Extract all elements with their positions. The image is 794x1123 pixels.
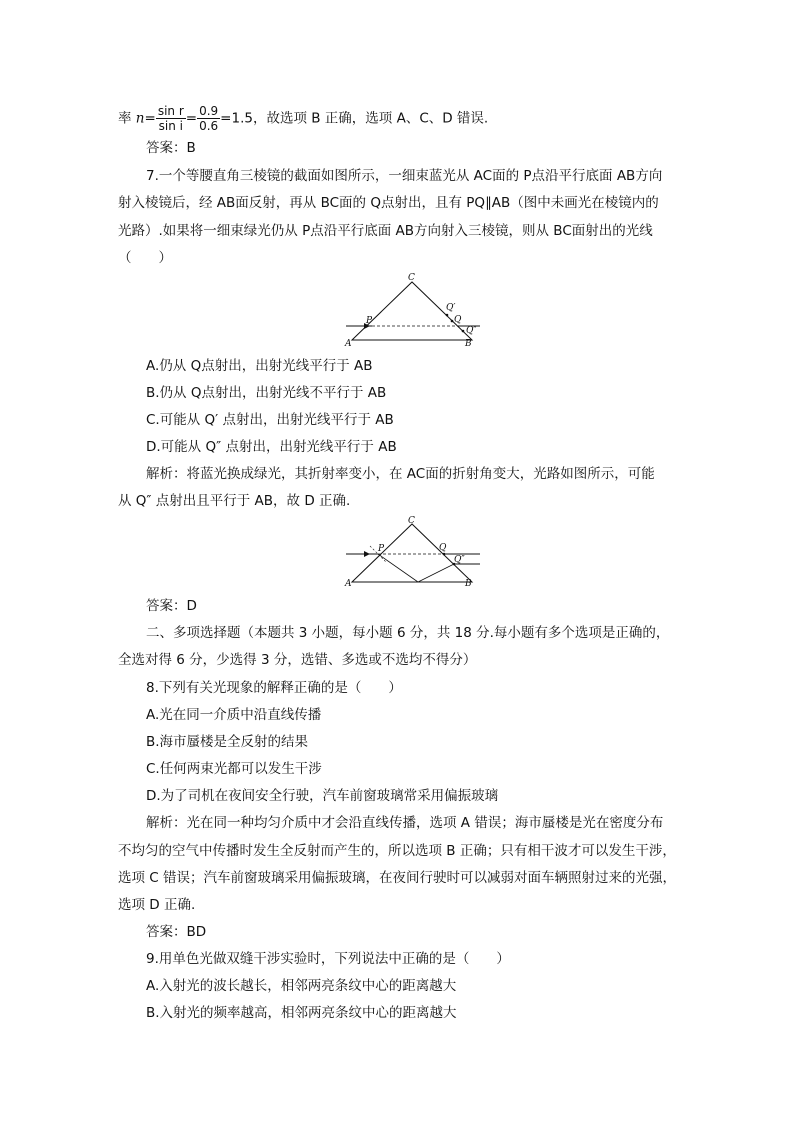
label-a: A <box>345 339 352 348</box>
label-b-2: B <box>465 579 472 588</box>
label-p-2: P <box>378 544 385 554</box>
prism-figure-2 <box>340 516 490 588</box>
q8-stem: 8.下列有关光现象的解释正确的是（ ） <box>146 680 402 696</box>
fraction-denominator: sin i <box>158 119 183 133</box>
q7-stem-line3: 光路）.如果将一细束绿光仍从 P点沿平行底面 AB方向射入三棱镜，则从 BC面射出的光线 <box>118 223 653 239</box>
fraction-denominator-2: 0.6 <box>199 119 219 133</box>
q7-answer: 答案：D <box>146 598 197 614</box>
q7-analysis-line1: 解析：将蓝光换成绿光，其折射率变小，在 AC面的折射角变大，光路如图所示，可能 <box>146 466 655 482</box>
label-a-2: A <box>345 579 352 588</box>
point-q-double-prime <box>462 330 465 333</box>
label-q-prime: Q′ <box>446 303 456 313</box>
n-variable: n <box>135 110 145 127</box>
label-q-double-prime: Q″ <box>466 326 477 336</box>
q8-option-c: C.任何两束光都可以发生干涉 <box>146 761 322 777</box>
q9-stem: 9.用单色光做双缝干涉实验时，下列说法中正确的是（ ） <box>146 951 510 967</box>
prism-figure-1 <box>340 272 490 348</box>
label-q-2: Q <box>439 543 447 553</box>
numeric-fraction <box>197 104 220 133</box>
point-q <box>451 320 454 323</box>
q7-stem-line2: 射入棱镜后，经 AB面反射，再从 BC面的 Q点射出，且有 PQ∥AB（图中未画光在棱镜内的 <box>118 195 659 211</box>
q7-option-c: C.可能从 Q′ 点射出，出射光线平行于 AB <box>146 412 394 428</box>
label-c: C <box>408 273 415 283</box>
q7-analysis-line2: 从 Q″ 点射出且平行于 AB，故 D 正确. <box>118 493 351 509</box>
q8-answer: 答案：BD <box>146 924 207 940</box>
label-q: Q <box>454 315 462 325</box>
q7-option-d: D.可能从 Q″ 点射出，出射光线平行于 AB <box>146 439 397 455</box>
q6-answer: 答案：B <box>146 140 196 156</box>
point-q-prime <box>446 314 449 317</box>
q7-stem-line4: （ ） <box>118 250 172 266</box>
q6-prefix: 率 <box>118 110 136 127</box>
green-path <box>378 554 454 582</box>
q8-analysis-line3: 选项 C 错误；汽车前窗玻璃采用偏振玻璃，在夜间行驶时可以减弱对面车辆照射过来的光强， <box>118 870 677 886</box>
q6-formula-line <box>118 104 488 133</box>
q8-option-b: B.海市蜃楼是全反射的结果 <box>146 734 309 750</box>
q9-option-b: B.入射光的频率越高，相邻两亮条纹中心的距离越大 <box>146 1005 457 1021</box>
q8-option-a: A.光在同一介质中沿直线传播 <box>146 707 322 723</box>
fraction-numerator-2: 0.9 <box>199 104 219 118</box>
label-p: P <box>366 316 373 326</box>
q7-option-b: B.仍从 Q点射出，出射光线不平行于 AB <box>146 385 387 401</box>
q8-analysis-line1: 解析：光在同一种均匀介质中才会沿直线传播，选项 A 错误；海市蜃楼是光在密度分布 <box>146 815 664 831</box>
q8-option-d: D.为了司机在夜间安全行驶，汽车前窗玻璃常采用偏振玻璃 <box>146 788 499 804</box>
prism-triangle-2 <box>352 524 472 582</box>
label-b: B <box>465 339 472 348</box>
equals-sign: = <box>144 110 156 127</box>
q8-analysis-line2: 不均匀的空气中传播时发生全反射而产生的，所以选项 B 正确；只有相干波才可以发生干涉， <box>118 843 676 859</box>
fraction-numerator: sin r <box>157 104 184 118</box>
q9-option-a: A.入射光的波长越长，相邻两亮条纹中心的距离越大 <box>146 978 457 994</box>
arrow-head-2 <box>364 551 370 557</box>
point-q-2 <box>443 553 446 556</box>
sine-ratio-fraction <box>156 104 186 133</box>
label-q-double-prime-2: Q″ <box>454 555 465 565</box>
q7-option-a: A.仍从 Q点射出，出射光线平行于 AB <box>146 358 373 374</box>
label-c-2: C <box>408 516 415 526</box>
q8-analysis-line4: 选项 D 正确. <box>118 897 196 913</box>
equals-sign-2: = <box>185 110 198 127</box>
q7-stem-line1: 7.一个等腰直角三棱镜的截面如图所示，一细束蓝光从 AC面的 P点沿平行底面 AB方向 <box>146 168 663 184</box>
section2-heading-line1: 二、多项选择题（本题共 3 小题，每小题 6 分，共 18 分.每小题有多个选项是正确的， <box>146 625 670 641</box>
q6-result: =1.5，故选项 B 正确，选项 A、C、D 错误. <box>220 110 489 127</box>
section2-heading-line2: 全选对得 6 分，少选得 3 分，选错、多选或不选均不得分） <box>118 652 477 668</box>
